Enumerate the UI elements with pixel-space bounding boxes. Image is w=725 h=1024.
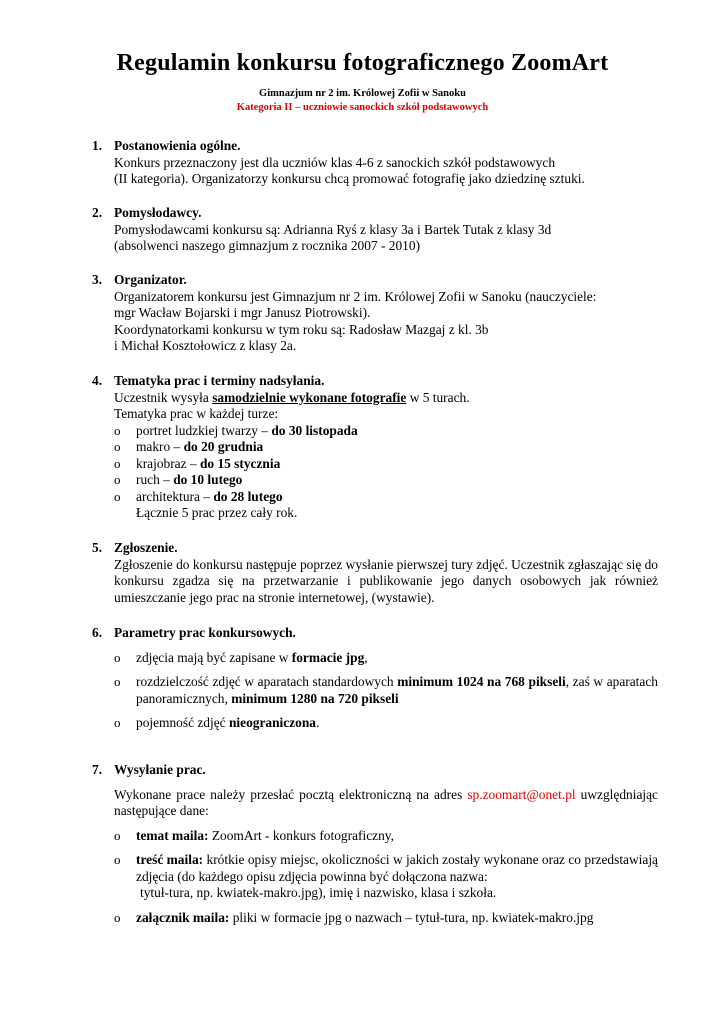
bullet-icon: o <box>114 488 121 504</box>
bullet-icon: o <box>114 439 121 454</box>
section-founders <box>92 205 658 255</box>
section-registration <box>92 540 658 606</box>
section-heading: Zgłoszenie. <box>114 540 178 555</box>
list-item: o ruch – do 10 lutego <box>114 472 243 487</box>
bullet-icon: o <box>114 422 121 438</box>
section-number: 2. <box>92 205 103 220</box>
paragraph-line: mgr Wacław Bojarski i mgr Janusz Piotrowski). <box>114 305 371 320</box>
list-item: o krajobraz – do 15 stycznia <box>114 455 281 471</box>
list-item: o architektura – do 28 lutego <box>114 488 283 504</box>
section-topics <box>92 373 658 522</box>
paragraph-line: Koordynatorkami konkursu w tym roku są: Radosław Mazgaj z kl. 3b <box>114 321 489 337</box>
paragraph-line: Łącznie 5 prac przez cały rok. <box>136 505 298 520</box>
list-item: o rozdzielczość zdjęć w aparatach standardowych minimum 1024 na 768 pikseli, zaś w aparatach panoramicznych, minimum 1280 na 720 pikseli <box>114 674 658 706</box>
bullet-icon: o <box>114 715 121 730</box>
paragraph-line: Uczestnik wysyła samodzielnie wykonane fotografie w 5 turach. <box>114 389 470 405</box>
section-number: 7. <box>92 762 103 777</box>
category-subtitle: Kategoria II – uczniowie sanockich szkół podstawowych <box>236 102 489 113</box>
email-link[interactable]: sp.zoomart@onet.pl <box>467 786 576 802</box>
paragraph-line: Konkurs przeznaczony jest dla uczniów klas 4-6 z sanockich szkół podstawowych <box>114 154 556 170</box>
section-heading: Wysyłanie prac. <box>114 762 206 777</box>
paragraph-line: (II kategoria). Organizatorzy konkursu chcą promować fotografię jako dziedzinę sztuki. <box>114 171 585 186</box>
section-number: 4. <box>92 373 103 388</box>
section-number: 3. <box>92 272 103 287</box>
paragraph: Zgłoszenie do konkursu następuje poprzez wysłanie pierwszej tury zdjęć. Uczestnik zgłaszając się do konkursu zgadza się na przetwarzanie i publikowanie jego danych osobowych jak również umieszczanie jego prac na stronie internetowej, (wystawie). <box>114 556 658 605</box>
list-item: o portret ludzkiej twarzy – do 30 listopada <box>114 422 358 438</box>
bullet-icon: o <box>114 472 121 487</box>
bullet-icon: o <box>114 649 121 665</box>
section-organizer <box>92 272 658 355</box>
section-general <box>92 138 658 188</box>
section-submission <box>92 762 658 934</box>
list-item: o pojemność zdjęć nieograniczona. <box>114 715 320 730</box>
list-item: o treść maila: krótkie opisy miejsc, okoliczności w jakich zostały wykonane oraz co przedstawiają zdjęcia (do każdego opisu zdjęcia powinna być dołączona nazwa: tytuł-tura, np. kwiatek-makro.jpg), imię i nazwisko, klasa i szkoła. <box>114 852 658 900</box>
section-heading: Postanowienia ogólne. <box>114 138 241 153</box>
section-heading: Tematyka prac i terminy nadsyłania. <box>114 373 325 388</box>
page-title: Regulamin konkursu fotograficznego ZoomArt <box>116 50 609 76</box>
list-item: o makro – do 20 grudnia <box>114 439 264 454</box>
paragraph-line: Tematyka prac w każdej turze: <box>114 406 279 421</box>
bullet-icon: o <box>114 827 121 843</box>
paragraph-line: i Michał Kosztołowicz z klasy 2a. <box>114 338 297 353</box>
section-heading: Pomysłodawcy. <box>114 205 202 220</box>
bullet-icon: o <box>114 674 121 689</box>
bullet-icon: o <box>114 909 121 925</box>
bullet-icon: o <box>114 852 121 867</box>
school-name: Gimnazjum nr 2 im. Królowej Zofii w Sanoku <box>259 88 466 99</box>
bullet-icon: o <box>114 455 121 471</box>
section-heading: Organizator. <box>114 272 187 287</box>
section-number: 1. <box>92 138 103 153</box>
list-item: o temat maila: ZoomArt - konkurs fotograficzny, <box>114 827 394 843</box>
section-number: 6. <box>92 625 103 640</box>
section-heading: Parametry prac konkursowych. <box>114 625 296 640</box>
paragraph-line: (absolwenci naszego gimnazjum z rocznika 2007 - 2010) <box>114 238 421 253</box>
paragraph-line: Organizatorem konkursu jest Gimnazjum nr 2 im. Królowej Zofii w Sanoku (nauczyciele: <box>114 288 597 304</box>
list-item: o zdjęcia mają być zapisane w formacie jpg, <box>114 649 368 665</box>
list-item: o załącznik maila: pliki w formacie jpg o nazwach – tytuł-tura, np. kwiatek-makro.jpg <box>114 909 594 925</box>
paragraph: Wykonane prace należy przesłać pocztą elektroniczną na adres sp.zoomart@onet.pl uwzględniając następujące dane: <box>114 786 658 818</box>
paragraph-line: Pomysłodawcami konkursu są: Adrianna Ryś z klasy 3a i Bartek Tutak z klasy 3d <box>114 221 552 237</box>
section-number: 5. <box>92 540 103 555</box>
section-parameters <box>92 625 658 740</box>
emphasis-text: samodzielnie wykonane fotografie <box>212 389 407 405</box>
